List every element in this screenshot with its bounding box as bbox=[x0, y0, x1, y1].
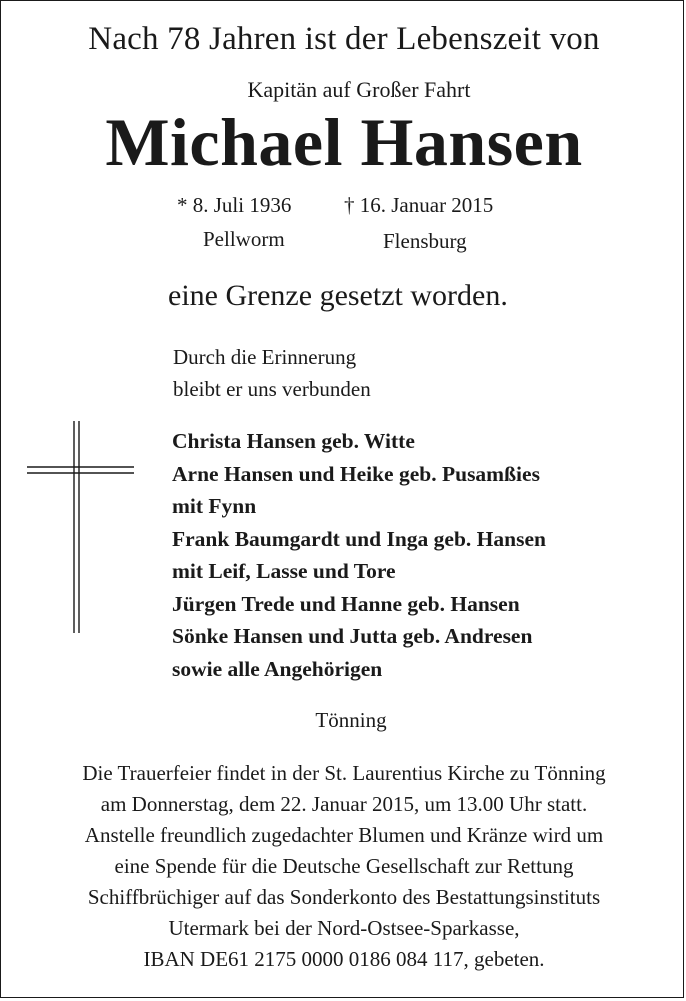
mourner-line: Arne Hansen und Heike geb. Pusamßies bbox=[172, 461, 540, 486]
quote-line: Durch die Erinnerung bbox=[173, 345, 357, 369]
closing-line: eine Grenze gesetzt worden. bbox=[168, 279, 508, 312]
funeral-notice-line: Utermark bei der Nord-Ostsee-Sparkasse, bbox=[168, 916, 520, 940]
funeral-notice-line: IBAN DE61 2175 0000 0186 084 117, gebeten. bbox=[143, 947, 545, 971]
intro-line: Nach 78 Jahren ist der Lebenszeit von bbox=[88, 21, 600, 57]
mourner-line: mit Leif, Lasse und Tore bbox=[172, 559, 396, 583]
deceased-name: Michael Hansen bbox=[105, 104, 583, 180]
quote-line: bleibt er uns verbunden bbox=[173, 377, 371, 401]
mourner-line: Frank Baumgardt und Inga geb. Hansen bbox=[172, 526, 546, 551]
birth-date: * 8. Juli 1936 bbox=[177, 193, 292, 217]
funeral-notice-line: Schiffbrüchiger auf das Sonderkonto des Bestattungsinstituts bbox=[87, 885, 601, 909]
death-date: † 16. Januar 2015 bbox=[344, 193, 494, 217]
location: Tönning bbox=[315, 708, 387, 732]
mourner-line: sowie alle Angehörigen bbox=[172, 656, 383, 681]
mourner-line: mit Fynn bbox=[172, 494, 257, 518]
funeral-notice-line: Anstelle freundlich zugedachter Blumen und Kränze wird um bbox=[84, 823, 604, 847]
mourner-line: Sönke Hansen und Jutta geb. Andresen bbox=[172, 624, 533, 648]
birth-place: Pellworm bbox=[203, 227, 285, 251]
funeral-notice-line: am Donnerstag, dem 22. Januar 2015, um 13.00 Uhr statt. bbox=[100, 792, 588, 816]
funeral-notice-line: eine Spende für die Deutsche Gesellschaft zur Rettung bbox=[114, 854, 574, 878]
funeral-notice bbox=[1, 758, 686, 975]
mourner-line: Christa Hansen geb. Witte bbox=[172, 429, 415, 453]
death-place: Flensburg bbox=[383, 229, 467, 253]
mourner-line: Jürgen Trede und Hanne geb. Hansen bbox=[172, 591, 520, 616]
deceased-rank: Kapitän auf Großer Fahrt bbox=[247, 77, 471, 102]
mourners-list bbox=[172, 425, 546, 685]
funeral-notice-line: Die Trauerfeier findet in der St. Laurentius Kirche zu Tönning bbox=[82, 761, 606, 785]
